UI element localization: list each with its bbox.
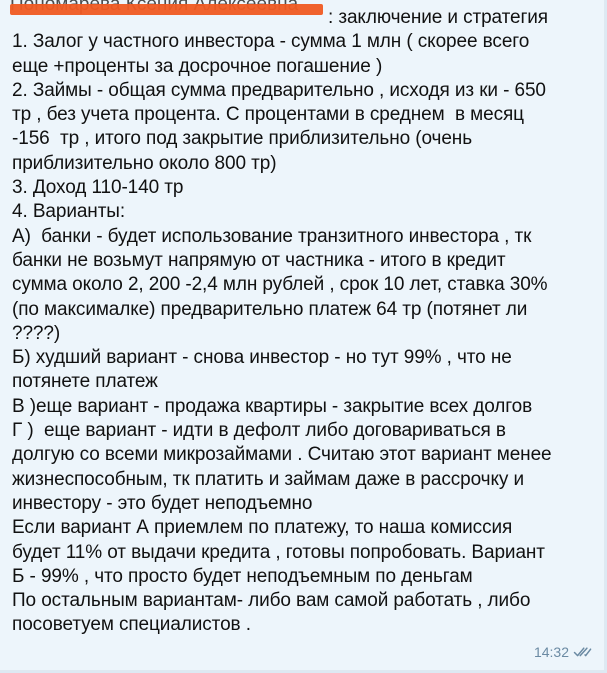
message-line: еще +проценты за досрочное погашение ) (12, 55, 383, 77)
message-line: А) банки - будет использование транзитного инвестора , тк (12, 225, 532, 247)
message-line: Г ) еще вариант - идти в дефолт либо договариваться в (12, 420, 506, 442)
message-line: В )еще вариант - продажа квартиры - закрытие всех долгов (12, 395, 533, 417)
message-line: инвестору - это будет неподъемно (12, 492, 313, 514)
message-line: : заключение и стратегия (328, 7, 548, 28)
message-line: долгую со всеми микрозаймами . Считаю этот вариант менее (12, 444, 552, 466)
message-line: 3. Доход 110-140 тр (12, 177, 184, 199)
message-line: -156 тр , итого под закрытие приблизительно (очень (12, 128, 473, 150)
message-line: ????) (12, 322, 61, 344)
message-time: 14:32 (533, 644, 569, 660)
message-line: банки не возьмут напрямую от частника - итого в кредит (12, 249, 506, 271)
message-line: (по максималке) предварительно платеж 64 тр (потянет ли (12, 298, 528, 320)
message-line: жизнеспособным, тк платить и займам даже в рассрочку и (12, 468, 524, 490)
message-line: посоветуем специалистов . (12, 614, 251, 636)
message-line: потянете платеж (12, 371, 158, 393)
message-line: 2. Займы - общая сумма предварительно , исходя из ки - 650 (12, 79, 546, 101)
message-line: будет 11% от выдачи кредита , готовы попробовать. Вариант (12, 541, 545, 563)
double-check-icon (573, 646, 592, 658)
message-line: тр , без учета процента. С процентами в среднем в месяц (12, 104, 524, 126)
message-line: 4. Варианты: (12, 201, 126, 223)
message-line: По остальным вариантам- либо вам самой работать , либо (12, 590, 531, 612)
message-line: сумма около 2, 200 -2,4 млн рублей , срок 10 лет, ставка 30% (12, 274, 548, 296)
message-line: приблизительно около 800 тр) (12, 152, 277, 174)
message-line: 1. Залог у частного инвестора - сумма 1 млн ( скорее всего (12, 31, 530, 53)
message-line: Если вариант А приемлем по платежу, то наша комиссия (12, 517, 513, 539)
message-line: Б) худший вариант - снова инвестор - но тут 99% , что не (12, 347, 512, 369)
message-meta (534, 644, 592, 660)
message-line: Б - 99% , что просто будет неподъемным по деньгам (12, 565, 473, 587)
message-text (12, 6, 602, 638)
